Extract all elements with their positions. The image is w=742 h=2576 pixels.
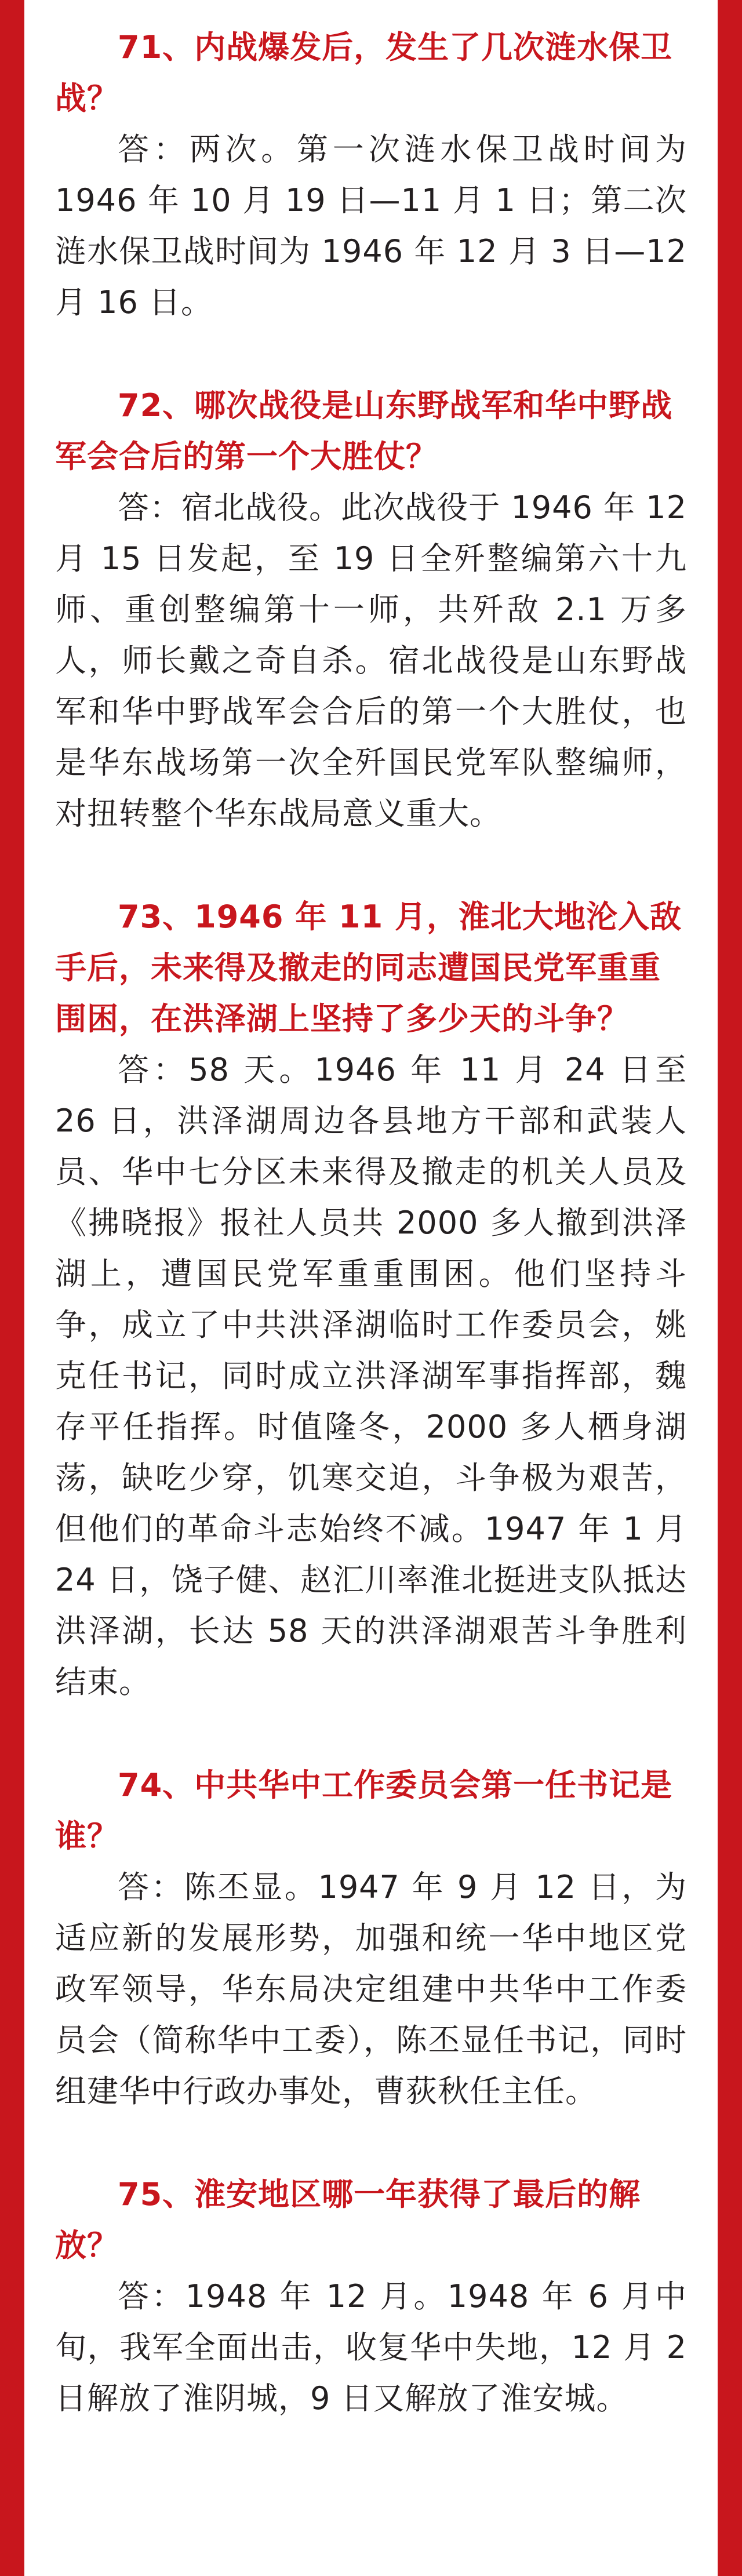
qa-item-74	[55, 1760, 687, 2117]
answer-paragraph: 答：宿北战役。此次战役于 1946 年 12 月 15 日发起，至 19 日全歼整编第六十九师、重创整编第十一师，共歼敌 2.1 万多人，师长戴之奇自杀。宿北战役是山东野战军和华中野战军会合后的第一个大胜仗，也是华东战场第一次全歼国民党军队整编师，对扭转整个华东战局意义重大。	[55, 489, 687, 832]
answer-paragraph: 答：两次。第一次涟水保卫战时间为1946 年 10 月 19 日—11 月 1 日；第二次涟水保卫战时间为 1946 年 12 月 3 日—12 月 16 日。	[55, 131, 687, 321]
answer-paragraph: 答：陈丕显。1947 年 9 月 12 日，为适应新的发展形势，加强和统一华中地区党政军领导，华东局决定组建中共华中工作委员会（简称华中工委），陈丕显任书记，同时组建华中行政办事处，曹荻秋任主任。	[55, 1869, 687, 2109]
qa-item-73	[55, 892, 687, 1708]
question-heading: 72、哪次战役是山东野战军和华中野战军会合后的第一个大胜仗？	[55, 387, 673, 475]
question-heading: 73、1946 年 11 月，淮北大地沦入敌手后，未来得及撤走的同志遭国民党军重重围困，在洪泽湖上坚持了多少天的斗争？	[55, 898, 682, 1037]
question-heading: 74、中共华中工作委员会第一任书记是谁？	[55, 1767, 673, 1854]
question-heading: 71、内战爆发后，发生了几次涟水保卫战？	[55, 29, 673, 117]
answer-paragraph: 答：58 天。1946 年 11 月 24 日至 26 日，洪泽湖周边各县地方干部和武装人员、华中七分区未来得及撤走的机关人员及《拂晓报》报社人员共 2000 多人撤到洪泽湖上，遭国民党军重重围困。他们坚持斗争，成立了中共洪泽湖临时工作委员会，姚克任书记，同时成立洪泽湖军事指挥部，魏存平任指挥。时值隆冬，2000 多人栖身湖荡，缺吃少穿，饥寒交迫，斗争极为艰苦，但他们的革命斗志始终不减。1947 年 1 月 24 日，饶子健、赵汇川率淮北挺进支队抵达洪泽湖，长达 58 天的洪泽湖艰苦斗争胜利结束。	[55, 1051, 687, 1700]
qa-item-71	[55, 22, 687, 328]
answer-paragraph: 答：1948 年 12 月。1948 年 6 月中旬，我军全面出击，收复华中失地，12 月 2 日解放了淮阴城，9 日又解放了淮安城。	[55, 2278, 687, 2417]
question-heading: 75、淮安地区哪一年获得了最后的解放？	[55, 2176, 641, 2264]
qa-article	[55, 22, 687, 2476]
left-red-border	[0, 0, 24, 2576]
right-red-border	[718, 0, 742, 2576]
qa-item-72	[55, 380, 687, 839]
qa-item-75	[55, 2169, 687, 2424]
